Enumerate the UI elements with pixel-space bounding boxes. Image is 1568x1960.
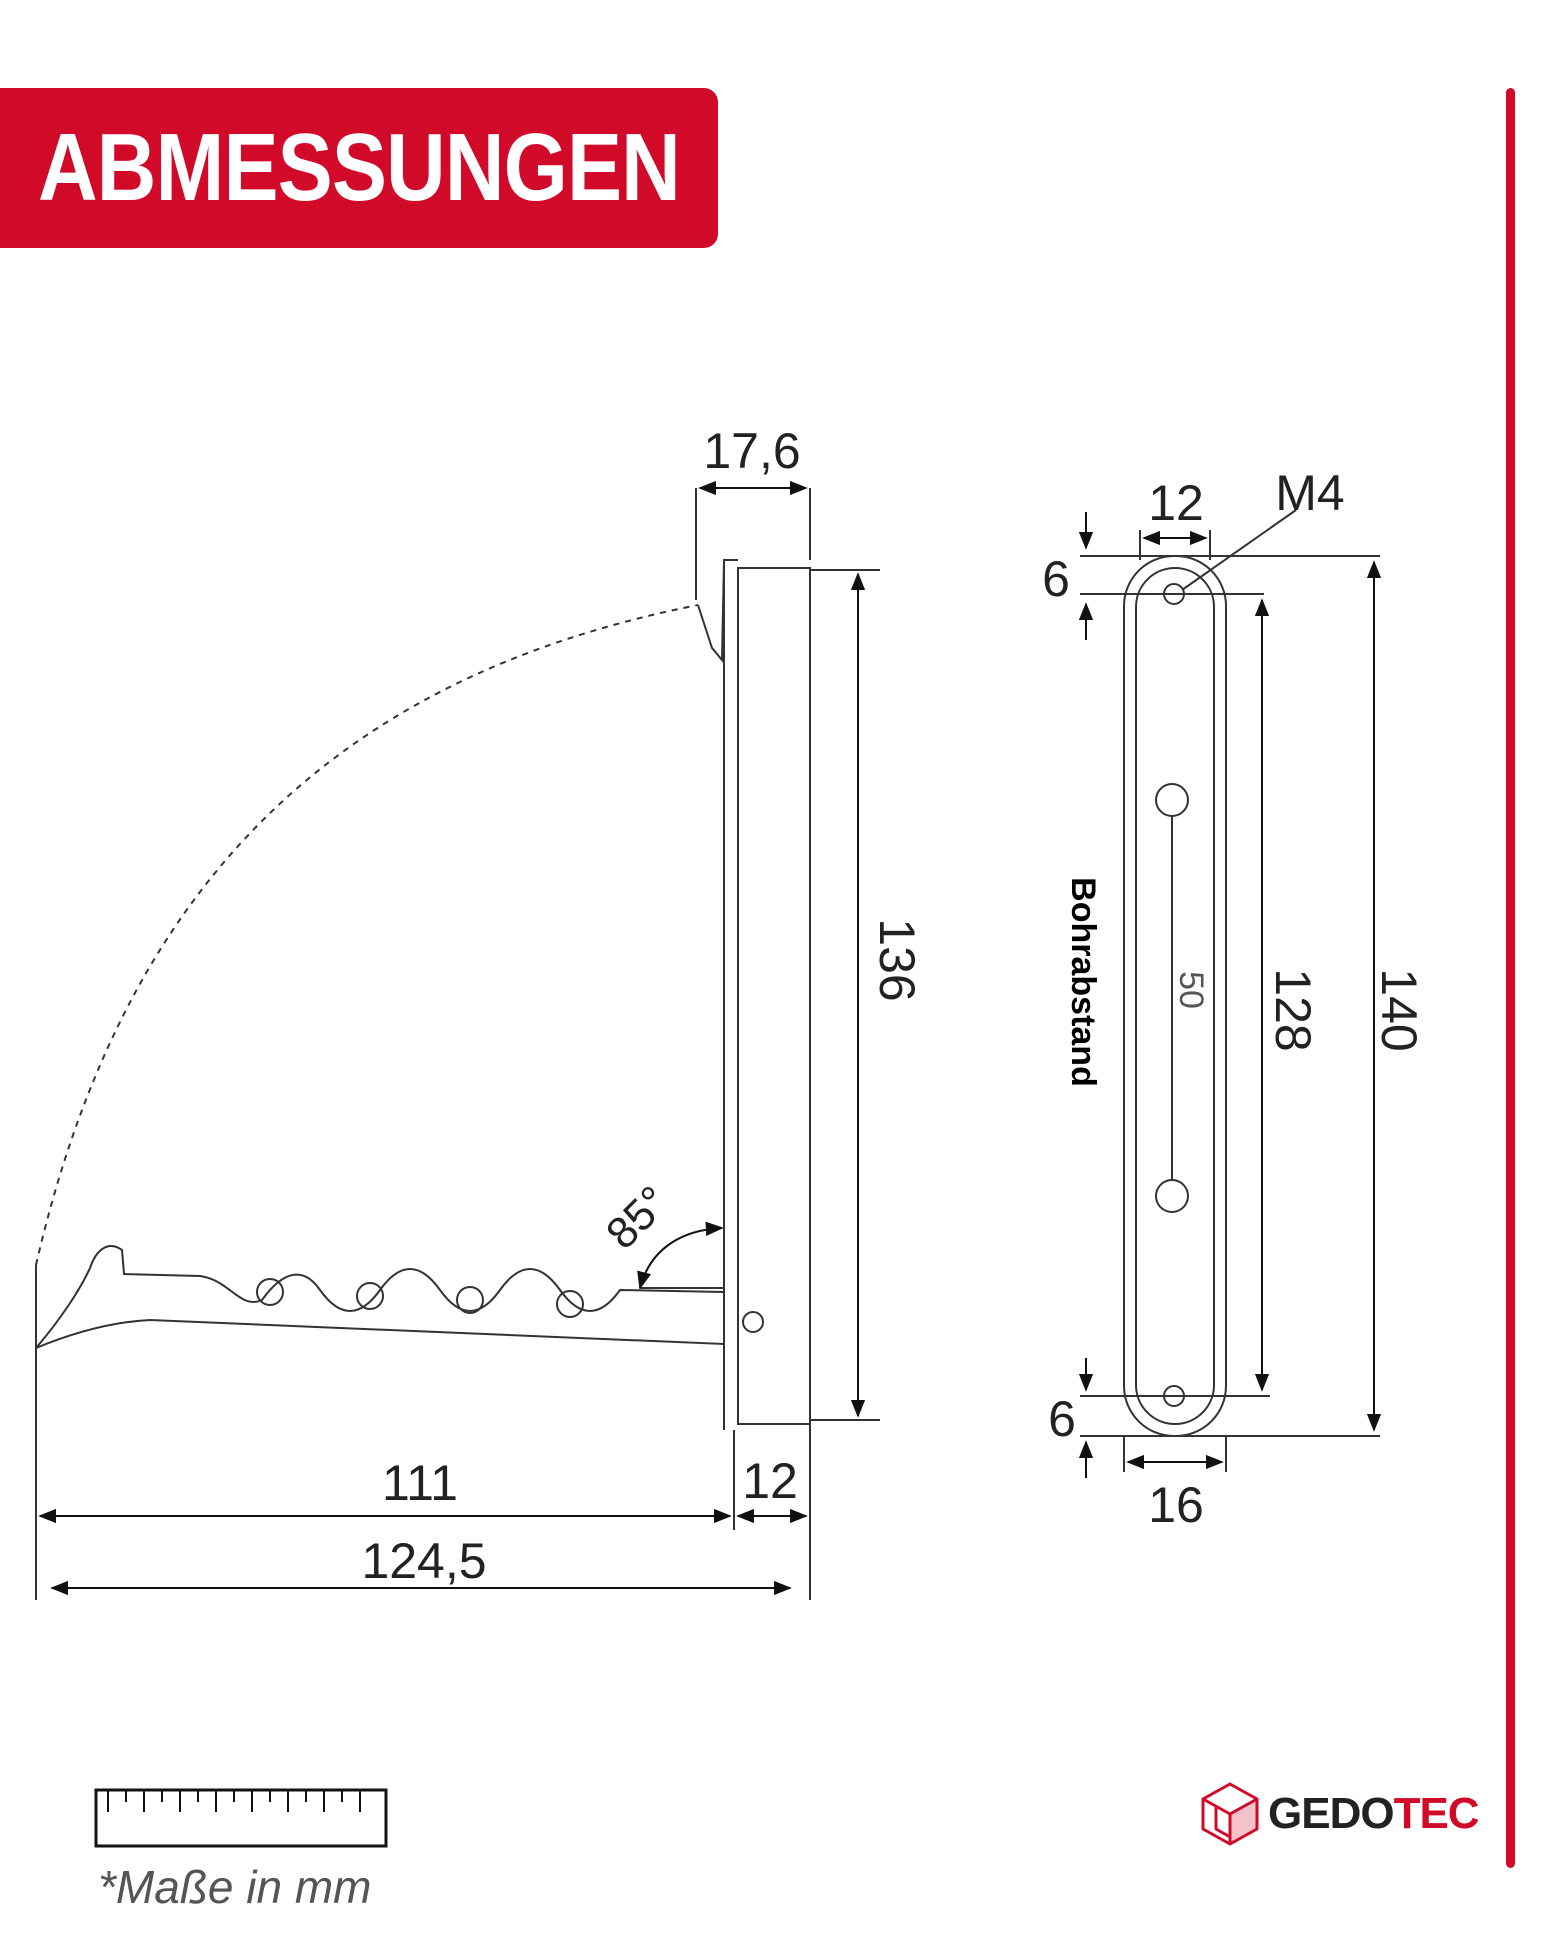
slot-hole-upper: [1156, 784, 1188, 816]
cube-logo-icon: [1200, 1781, 1260, 1847]
dim-label-total: 140: [1371, 968, 1427, 1052]
plate-view-dimensions: [1086, 512, 1374, 1478]
arm-hole-1: [257, 1279, 283, 1305]
brand-logo: [1200, 1778, 1479, 1850]
dim-label-hole-spacing: 128: [1265, 968, 1321, 1052]
brand-suffix: TEC: [1393, 1789, 1479, 1838]
brand-prefix: GEDO: [1268, 1789, 1394, 1838]
dim-label-width-top: 12: [1148, 475, 1204, 531]
side-view: [36, 488, 880, 1600]
top-hook: [698, 560, 734, 660]
side-view-labels: [361, 423, 925, 1589]
hanger-arm: [36, 1246, 724, 1348]
pivot-pin: [743, 1312, 763, 1332]
brand-name: [1268, 1789, 1479, 1839]
arm-hole-3: [457, 1287, 483, 1313]
side-view-dimensions: [40, 488, 858, 1588]
dim-label-offset-bottom: 6: [1048, 1391, 1076, 1447]
swing-arc: [36, 605, 698, 1265]
bohrabstand-label: Bohrabstand: [1064, 877, 1102, 1087]
dim-label-depth-top: 17,6: [703, 423, 801, 479]
dim-label-height: 136: [869, 918, 925, 1002]
dim-label-angle: 85°: [596, 1176, 679, 1259]
plate-view-labels: [1042, 465, 1427, 1533]
dim-label-thread: M4: [1275, 465, 1345, 521]
units-note: *Maße in mm: [98, 1861, 372, 1913]
ruler-icon: [94, 1788, 390, 1852]
wall-plate: [738, 568, 810, 1424]
slot-hole-lower: [1156, 1180, 1188, 1212]
arm-hole-2: [357, 1283, 383, 1309]
dim-label-offset-top: 6: [1042, 551, 1070, 607]
arm-hole-4: [557, 1291, 583, 1317]
dim-label-width-bottom: 16: [1148, 1477, 1204, 1533]
dim-label-111: 111: [381, 1455, 459, 1511]
dim-label-slot: 50: [1172, 971, 1210, 1009]
dim-label-124-5: 124,5: [361, 1533, 487, 1589]
page-title: ABMESSUNGEN: [38, 114, 680, 221]
dim-label-12: 12: [742, 1453, 798, 1509]
plate-view: [1080, 510, 1380, 1472]
